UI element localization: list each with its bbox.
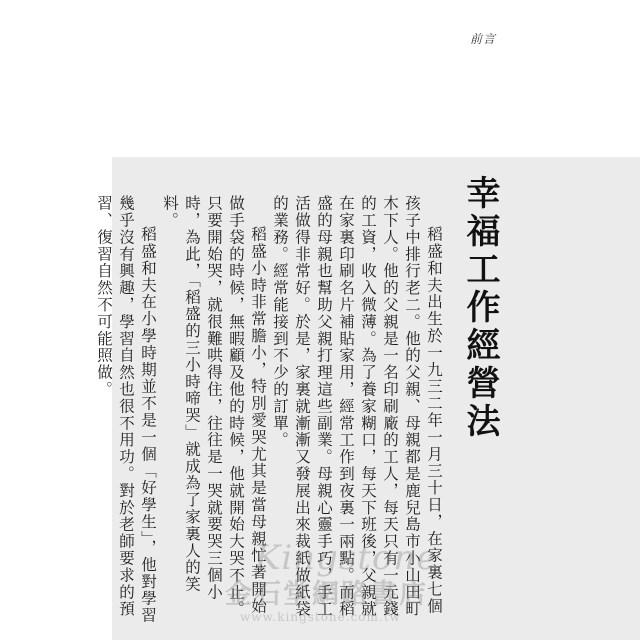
watermark-cjk: 金石堂網路書店	[225, 579, 428, 610]
paragraph: 稻盛和夫出生於一九三二年一月三十日，在家裏七個孩子中排行老二。他的父親、母親都是鹿兒島市小山田町木下人。他的父親是一名印刷廠的工人，每天只有一元錢的工資，收入微薄。為了養家糊口，每天下班後，父親就在家裏印刷名片補貼家用，經常工作到夜裏一兩點。而稻盛的母親也幫助父親打理這些副業。母親心靈手巧，手工活做得非常好。於是，家裏就漸漸又發展出來裁紙做紙袋的業務。經常能接到不少的訂單。	[271, 195, 443, 618]
watermark-latin: Kingstone	[255, 538, 438, 578]
body-text	[95, 195, 445, 625]
paragraph: 稻盛和夫在小學時期並不是一個「好學生」，他對學習幾乎沒有興趣，學習自然也很不用功。對於老師要求的預習、復習自然不可能照做。	[95, 195, 157, 624]
paragraph: 稻盛小時非常膽小，特別愛哭尤其是當母親忙著開始做手袋的時候，無暇顧及他的時候，他就開始大哭不止。只要開始哭，就很難哄得住，往往是一哭就要哭三個小時，為此，「稻盛的三小時啼哭」就成為了家裏人的笑料。	[161, 195, 267, 618]
chapter-title: 幸福工作經營法	[460, 175, 500, 441]
watermark-url: www.kingstone.com.tw	[240, 610, 401, 624]
running-head: 前言	[470, 32, 497, 46]
